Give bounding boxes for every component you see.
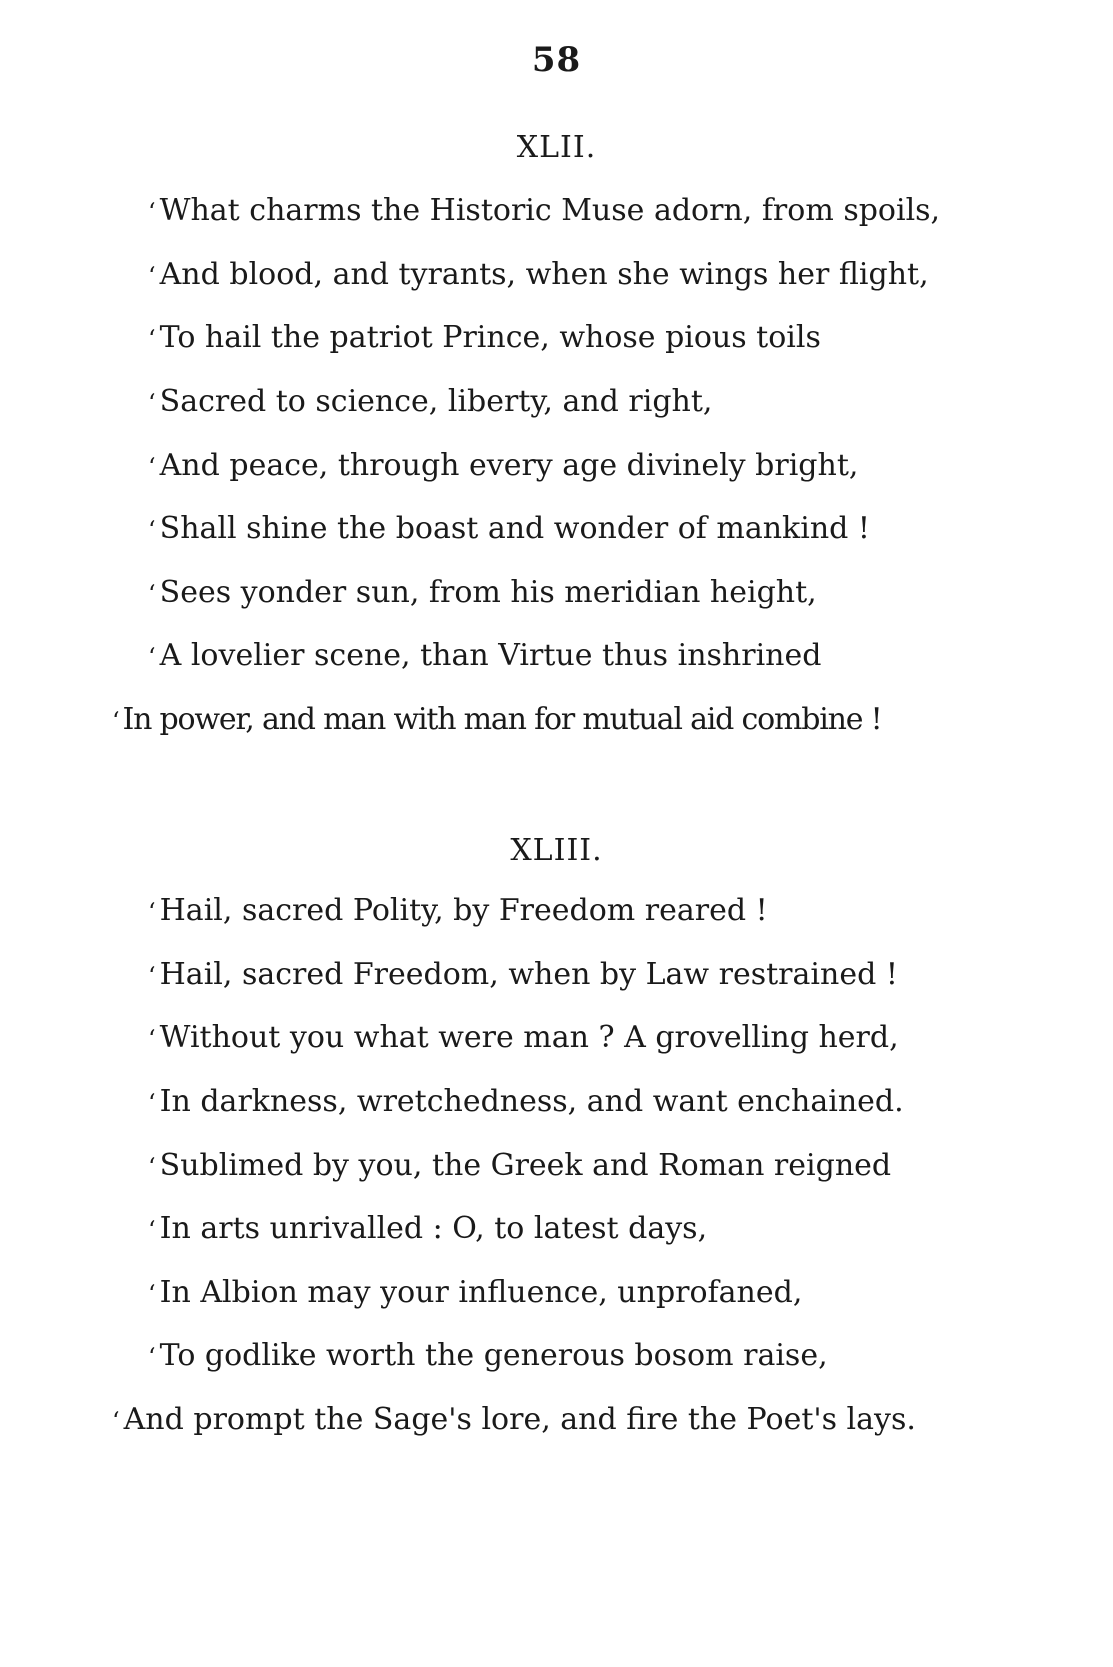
verse-line: ‘ In power, and man with man for mutual aid combine ! [112,702,882,737]
verse-line: ‘ To hail the patriot Prince, whose pious toils [148,320,821,355]
verse-line: ‘ In arts unrivalled : O, to latest days, [148,1211,708,1246]
page-number: 58 [531,40,582,80]
verse-line: ‘ Hail, sacred Freedom, when by Law restrained ! [148,957,898,992]
stanza-numeral: XLII. [516,130,597,165]
verse-line: ‘ What charms the Historic Muse adorn, from spoils, [148,193,941,228]
stanza-numeral: XLIII. [510,833,603,868]
verse-line: ‘ Hail, sacred Polity, by Freedom reared ! [148,893,768,928]
verse-line: ‘ Shall shine the boast and wonder of mankind ! [148,511,870,546]
verse-line: ‘ Sublimed by you, the Greek and Roman reigned [148,1148,892,1183]
verse-line: ‘ And prompt the Sage's lore, and fire the Poet's lays. [112,1402,916,1437]
verse-line: ‘ A lovelier scene, than Virtue thus inshrined [148,638,822,673]
verse-line: ‘ And blood, and tyrants, when she wings her flight, [148,257,929,292]
verse-line: ‘ In Albion may your influence, unprofaned, [148,1275,803,1310]
verse-line: ‘ Sees yonder sun, from his meridian height, [148,575,817,610]
verse-line: ‘ Sacred to science, liberty, and right, [148,384,713,419]
verse-line: ‘ And peace, through every age divinely bright, [148,448,859,483]
verse-line: ‘ To godlike worth the generous bosom raise, [148,1338,828,1373]
verse-line: ‘ Without you what were man ? A grovelling herd, [148,1020,899,1055]
verse-line: ‘ In darkness, wretchedness, and want enchained. [148,1084,904,1119]
